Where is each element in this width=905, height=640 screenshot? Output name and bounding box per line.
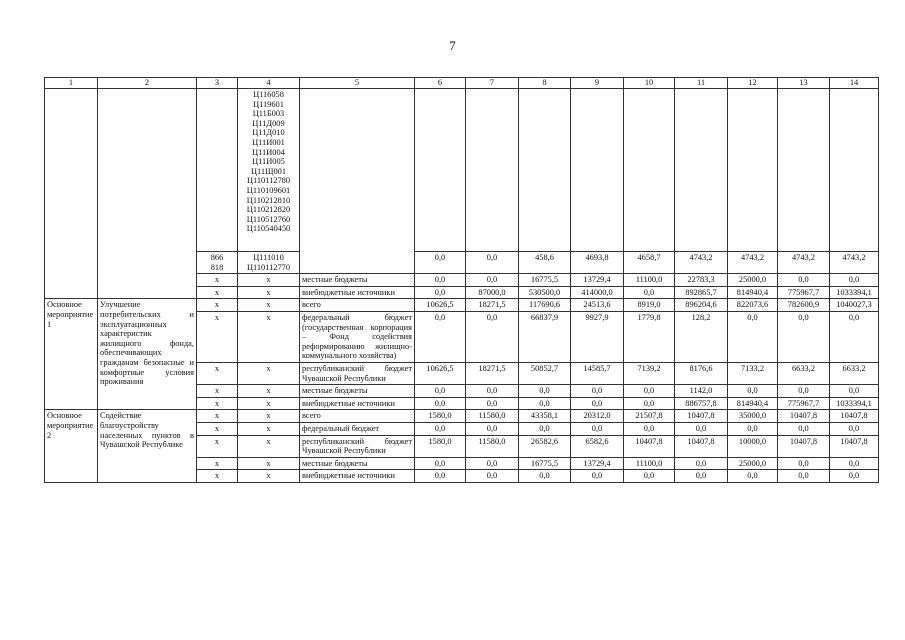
- value-cell: 10626,5: [415, 362, 466, 384]
- budget-table: [44, 77, 879, 483]
- empty-cell: [45, 89, 98, 299]
- column-header: 14: [830, 78, 879, 89]
- empty-cell: [778, 89, 830, 252]
- value-cell: 16775,5: [519, 457, 571, 470]
- value-cell: 1580,0: [415, 410, 466, 423]
- column-header: 10: [624, 78, 675, 89]
- value-cell: 0,0: [415, 422, 466, 435]
- value-cell: 0,0: [519, 385, 571, 398]
- value-cell: 6633,2: [778, 362, 830, 384]
- value-cell: 9927,9: [571, 311, 624, 362]
- x-mark: x: [238, 435, 300, 457]
- x-mark: x: [238, 410, 300, 423]
- empty-cell: [728, 89, 778, 252]
- funding-source: внебюджетные источники: [300, 286, 415, 299]
- x-mark: x: [197, 311, 238, 362]
- column-header: 2: [98, 78, 197, 89]
- value-cell: 0,0: [830, 422, 879, 435]
- column-header: 3: [197, 78, 238, 89]
- value-cell: 4658,7: [624, 252, 675, 274]
- value-cell: 20312,0: [571, 410, 624, 423]
- funding-source: всего: [300, 299, 415, 312]
- measure-label: Основное мероприятие 2: [45, 410, 98, 483]
- x-mark: x: [238, 274, 300, 287]
- value-cell: 0,0: [466, 311, 519, 362]
- value-cell: 24513,6: [571, 299, 624, 312]
- x-mark: x: [238, 397, 300, 410]
- value-cell: 0,0: [519, 470, 571, 483]
- value-cell: 0,0: [415, 252, 466, 274]
- value-cell: 892865,7: [675, 286, 728, 299]
- value-cell: 0,0: [830, 311, 879, 362]
- x-mark: x: [238, 385, 300, 398]
- x-mark: x: [238, 457, 300, 470]
- value-cell: 0,0: [415, 385, 466, 398]
- column-header: 4: [238, 78, 300, 89]
- empty-cell: [300, 89, 415, 274]
- value-cell: 43358,1: [519, 410, 571, 423]
- x-mark: x: [238, 286, 300, 299]
- value-cell: 0,0: [415, 274, 466, 287]
- table-body: [45, 78, 879, 483]
- value-cell: 0,0: [571, 422, 624, 435]
- funding-source: республиканский бюджет Чувашской Республики: [300, 435, 415, 457]
- value-cell: 11100,0: [624, 274, 675, 287]
- value-cell: 0,0: [675, 470, 728, 483]
- table-row: [45, 299, 879, 312]
- page-number: 7: [449, 38, 456, 53]
- value-cell: 0,0: [415, 286, 466, 299]
- value-cell: 25000,0: [728, 457, 778, 470]
- empty-cell: [571, 89, 624, 252]
- funding-source: внебюджетные источники: [300, 397, 415, 410]
- funding-source: местные бюджеты: [300, 457, 415, 470]
- value-cell: 8919,0: [624, 299, 675, 312]
- column-header: 5: [300, 78, 415, 89]
- column-header: 13: [778, 78, 830, 89]
- value-cell: 0,0: [675, 457, 728, 470]
- x-mark: x: [238, 362, 300, 384]
- column-header: 12: [728, 78, 778, 89]
- value-cell: 10407,8: [830, 410, 879, 423]
- value-cell: 11580,0: [466, 435, 519, 457]
- funding-source: внебюджетные источники: [300, 470, 415, 483]
- value-cell: 896204,6: [675, 299, 728, 312]
- value-cell: 0,0: [778, 457, 830, 470]
- value-cell: 782600,9: [778, 299, 830, 312]
- value-cell: 13729,4: [571, 274, 624, 287]
- value-cell: 0,0: [415, 470, 466, 483]
- value-cell: 0,0: [830, 470, 879, 483]
- value-cell: 0,0: [519, 397, 571, 410]
- measure-name: Содействие благоустройству населенных пунктов в Чувашской Республике: [98, 410, 197, 483]
- value-cell: 0,0: [466, 457, 519, 470]
- value-cell: 4743,2: [778, 252, 830, 274]
- value-cell: 10407,8: [830, 435, 879, 457]
- empty-cell: [197, 89, 238, 252]
- value-cell: 14585,7: [571, 362, 624, 384]
- code-list: Ц116058 Ц119601 Ц11Б003 Ц11Д009 Ц11Д010 Ц11И001 Ц11И004 Ц11И005 Ц11Щ001 Ц110112780 Ц110109601 Ц110212810 Ц110212820 Ц110512760 Ц110540450: [238, 89, 300, 252]
- empty-cell: [830, 89, 879, 252]
- value-cell: 0,0: [728, 311, 778, 362]
- empty-cell: [415, 89, 466, 252]
- value-cell: 50852,7: [519, 362, 571, 384]
- column-header: 11: [675, 78, 728, 89]
- value-cell: 0,0: [624, 397, 675, 410]
- value-cell: 0,0: [466, 252, 519, 274]
- empty-cell: [675, 89, 728, 252]
- column-header: 7: [466, 78, 519, 89]
- funding-source: местные бюджеты: [300, 274, 415, 287]
- value-cell: 814940,4: [728, 397, 778, 410]
- column-header: 9: [571, 78, 624, 89]
- x-mark: x: [238, 311, 300, 362]
- value-cell: 26582,6: [519, 435, 571, 457]
- value-cell: 4693,8: [571, 252, 624, 274]
- value-cell: 35000,0: [728, 410, 778, 423]
- value-cell: 10407,8: [624, 435, 675, 457]
- funding-source: республиканский бюджет Чувашской Республики: [300, 362, 415, 384]
- value-cell: 0,0: [624, 422, 675, 435]
- value-cell: 1040027,3: [830, 299, 879, 312]
- column-header: 8: [519, 78, 571, 89]
- value-cell: 0,0: [778, 422, 830, 435]
- x-mark: x: [238, 470, 300, 483]
- value-cell: 0,0: [415, 397, 466, 410]
- funding-source: всего: [300, 410, 415, 423]
- value-cell: 0,0: [466, 470, 519, 483]
- value-cell: 775967,7: [778, 286, 830, 299]
- value-cell: 0,0: [624, 470, 675, 483]
- value-cell: 775967,7: [778, 397, 830, 410]
- column-header: 6: [415, 78, 466, 89]
- value-cell: 886757,8: [675, 397, 728, 410]
- value-cell: 1779,8: [624, 311, 675, 362]
- value-cell: 0,0: [571, 470, 624, 483]
- value-cell: 0,0: [466, 397, 519, 410]
- value-cell: 16775,5: [519, 274, 571, 287]
- value-cell: 13729,4: [571, 457, 624, 470]
- code-cell: Ц111010 Ц110112770: [238, 252, 300, 274]
- value-cell: 11580,0: [466, 410, 519, 423]
- x-mark: x: [197, 385, 238, 398]
- value-cell: 0,0: [415, 311, 466, 362]
- value-cell: 66837,9: [519, 311, 571, 362]
- value-cell: 0,0: [830, 274, 879, 287]
- value-cell: 0,0: [728, 470, 778, 483]
- value-cell: 6633,2: [830, 362, 879, 384]
- value-cell: 0,0: [466, 385, 519, 398]
- value-cell: 21507,8: [624, 410, 675, 423]
- value-cell: 0,0: [830, 385, 879, 398]
- measure-label: Основное мероприятие 1: [45, 299, 98, 410]
- value-cell: 117690,6: [519, 299, 571, 312]
- value-cell: 8176,6: [675, 362, 728, 384]
- value-cell: 0,0: [571, 385, 624, 398]
- value-cell: 6582,6: [571, 435, 624, 457]
- x-mark: x: [238, 422, 300, 435]
- x-mark: x: [197, 397, 238, 410]
- funding-source: федеральный бюджет (государственная корпорация – Фонд содействия реформированию жилищно-коммунального хозяйства): [300, 311, 415, 362]
- measure-name: Улучшение потребительских и эксплуатационных характеристик жилищного фонда, обеспечивающих гражданам безопасные и комфортные условия проживания: [98, 299, 197, 410]
- table-row: [45, 89, 879, 252]
- value-cell: 458,6: [519, 252, 571, 274]
- code-cell: 866 818: [197, 252, 238, 274]
- value-cell: 0,0: [778, 274, 830, 287]
- value-cell: 0,0: [519, 422, 571, 435]
- empty-cell: [466, 89, 519, 252]
- value-cell: 814940,4: [728, 286, 778, 299]
- value-cell: 128,2: [675, 311, 728, 362]
- value-cell: 0,0: [415, 457, 466, 470]
- value-cell: 0,0: [624, 385, 675, 398]
- value-cell: 0,0: [466, 274, 519, 287]
- empty-cell: [98, 89, 197, 299]
- value-cell: 18271,5: [466, 362, 519, 384]
- value-cell: 1580,0: [415, 435, 466, 457]
- x-mark: x: [197, 274, 238, 287]
- x-mark: x: [197, 435, 238, 457]
- value-cell: 11100,0: [624, 457, 675, 470]
- value-cell: 7139,2: [624, 362, 675, 384]
- x-mark: x: [197, 457, 238, 470]
- value-cell: 0,0: [466, 422, 519, 435]
- value-cell: 87000,0: [466, 286, 519, 299]
- value-cell: 0,0: [778, 311, 830, 362]
- value-cell: 0,0: [778, 385, 830, 398]
- value-cell: 0,0: [778, 470, 830, 483]
- x-mark: x: [197, 286, 238, 299]
- x-mark: x: [197, 422, 238, 435]
- empty-cell: [624, 89, 675, 252]
- value-cell: 0,0: [728, 422, 778, 435]
- column-header: 1: [45, 78, 98, 89]
- value-cell: 10407,8: [675, 435, 728, 457]
- value-cell: 414000,0: [571, 286, 624, 299]
- empty-cell: [519, 89, 571, 252]
- value-cell: 0,0: [624, 286, 675, 299]
- value-cell: 10407,8: [778, 435, 830, 457]
- funding-source: местные бюджеты: [300, 385, 415, 398]
- x-mark: x: [197, 410, 238, 423]
- x-mark: x: [197, 470, 238, 483]
- value-cell: 530500,0: [519, 286, 571, 299]
- value-cell: 0,0: [675, 422, 728, 435]
- value-cell: 10407,8: [778, 410, 830, 423]
- x-mark: x: [197, 362, 238, 384]
- x-mark: x: [197, 299, 238, 312]
- value-cell: 22783,3: [675, 274, 728, 287]
- value-cell: 4743,2: [830, 252, 879, 274]
- value-cell: 4743,2: [728, 252, 778, 274]
- value-cell: 1142,0: [675, 385, 728, 398]
- value-cell: 0,0: [830, 457, 879, 470]
- value-cell: 1033394,1: [830, 286, 879, 299]
- value-cell: 10407,8: [675, 410, 728, 423]
- value-cell: 7133,2: [728, 362, 778, 384]
- value-cell: 822073,6: [728, 299, 778, 312]
- table-row: [45, 410, 879, 423]
- funding-source: федеральный бюджет: [300, 422, 415, 435]
- value-cell: 0,0: [728, 385, 778, 398]
- value-cell: 0,0: [571, 397, 624, 410]
- value-cell: 25000,0: [728, 274, 778, 287]
- value-cell: 1033394,1: [830, 397, 879, 410]
- value-cell: 4743,2: [675, 252, 728, 274]
- value-cell: 10000,0: [728, 435, 778, 457]
- header-row: [45, 78, 879, 89]
- value-cell: 18271,5: [466, 299, 519, 312]
- x-mark: x: [238, 299, 300, 312]
- value-cell: 10626,5: [415, 299, 466, 312]
